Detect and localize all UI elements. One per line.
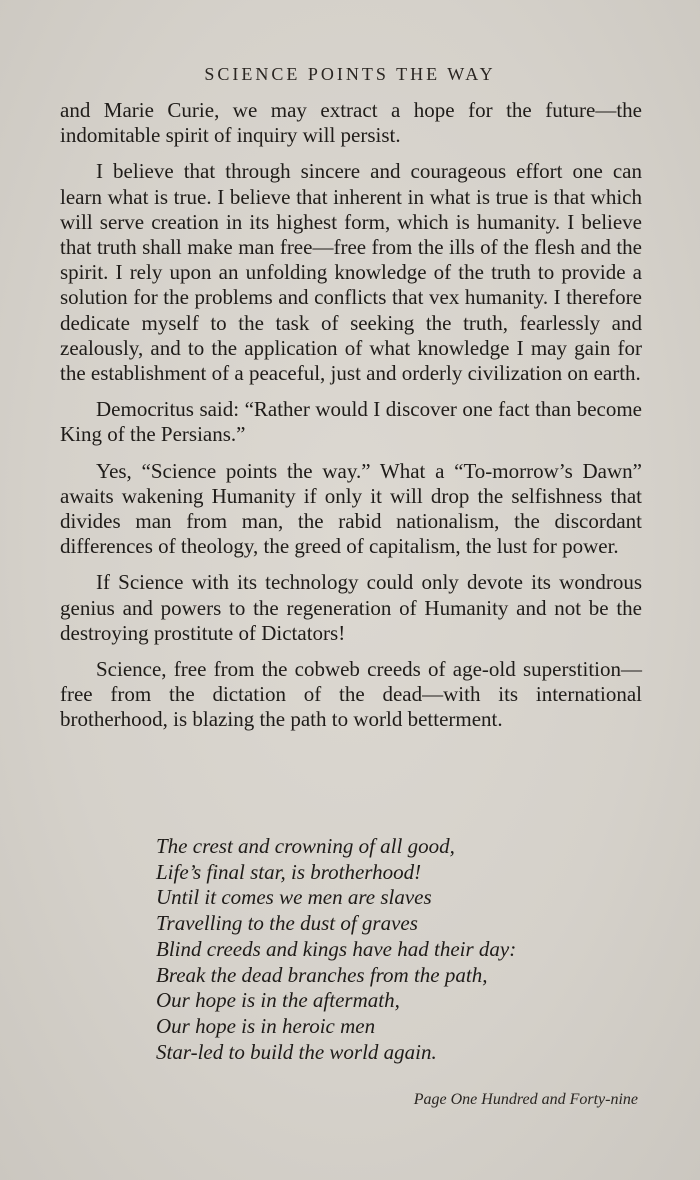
page-number: Page One Hundred and Forty-nine <box>413 1091 638 1108</box>
poem-line: Our hope is in the aftermath, <box>156 988 400 1013</box>
running-head: SCIENCE POINTS THE WAY <box>204 64 496 84</box>
poem-line: Until it comes we men are slaves <box>156 885 432 910</box>
paragraph-science-points-the-way: Yes, “Science points the way.” What a “To-morrow’s Dawn” awaits wakening Humanity if only it will drop the selfishness that divides man from man, the rabid nationalism, the discordant differences of theology, the greed of capitalism, the lust for power. <box>60 458 642 559</box>
paragraph-continuation: and Marie Curie, we may extract a hope for the future—the indomitable spirit of inquiry will persist. <box>60 98 642 148</box>
poem-line: Life’s final star, is brotherhood! <box>156 859 422 884</box>
poem-line: Travelling to the dust of graves <box>156 911 418 936</box>
poem-line: Our hope is in heroic men <box>156 1013 376 1038</box>
poem-stanza <box>156 834 636 1065</box>
poem-line: Break the dead branches from the path, <box>156 962 488 987</box>
poem-line: The crest and crowning of all good, <box>156 834 455 858</box>
body-text <box>60 98 642 744</box>
paragraph-credo: I believe that through sincere and courageous effort one can learn what is true. I believe that inherent in what is true is that which will serve creation in its highest form, which is humanity. I believe that truth shall make man free—free from the ills of the flesh and the spirit. I rely upon an unfolding knowledge of the truth to provide a solution for the problems and conflicts that vex humanity. I therefore dedicate myself to the task of seeking the truth, fearlessly and zealously, and to the application of what knowledge I may gain for the establishment of a peaceful, just and orderly civilization on earth. <box>60 159 642 386</box>
poem-line: Star-led to build the world again. <box>156 1039 437 1064</box>
paragraph-democritus-quote: Democritus said: “Rather would I discover one fact than become King of the Persians.” <box>60 397 642 447</box>
paragraph-brotherhood: Science, free from the cobweb creeds of age-old superstition—free from the dictation of the dead—with its international brotherhood, is blazing the path to world betterment. <box>60 657 642 732</box>
poem-line: Blind creeds and kings have had their day: <box>156 936 517 961</box>
paragraph-technology: If Science with its technology could only devote its wondrous genius and powers to the regeneration of Humanity and not be the destroying prostitute of Dictators! <box>60 570 642 645</box>
